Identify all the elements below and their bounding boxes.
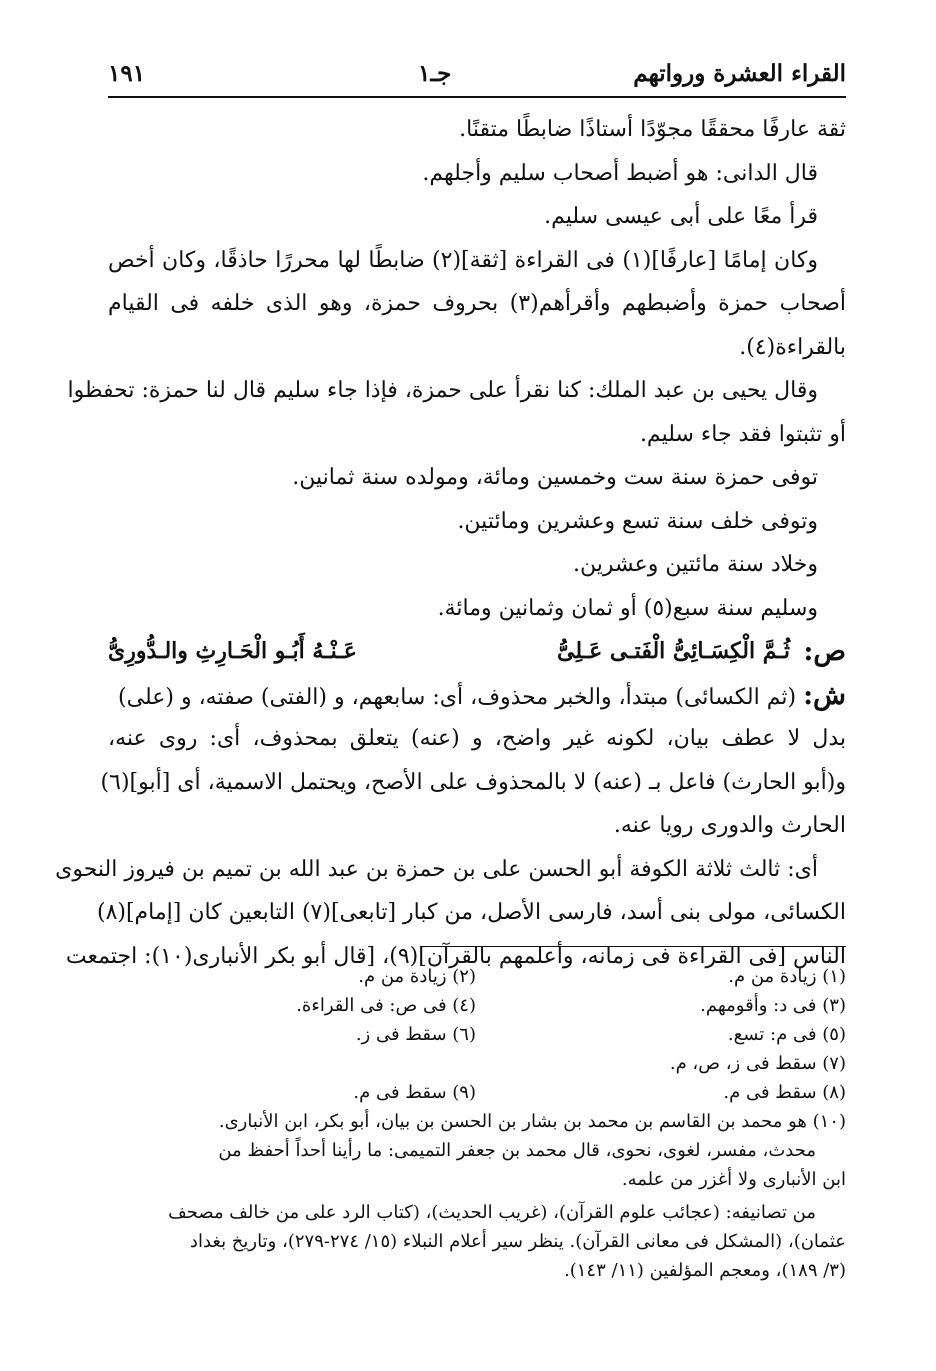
verse-hemistich-1: ثُـمَّ الْكِسَـائِىُّ الْفَتـى عَـلِىُّ xyxy=(557,638,790,664)
commentary-marker: ش: xyxy=(803,679,846,711)
body-line: أو تثبتوا فقد جاء سليم. xyxy=(639,421,846,447)
verse-line xyxy=(108,630,846,674)
footnote: (١) زيادة من م. xyxy=(728,966,846,987)
header-rule xyxy=(108,96,846,98)
body-line: قال الدانى: هو أضبط أصحاب سليم وأجلهم. xyxy=(422,160,818,186)
main-text xyxy=(55,108,846,978)
footnote-row xyxy=(106,1078,846,1107)
commentary-line: بدل لا عطف بيان، لكونه غير واضح، و (عنه) يتعلق بمحذوف، أى: روى عنه، xyxy=(108,726,846,751)
footnote-row xyxy=(106,962,846,991)
header-volume: جـ١ xyxy=(418,60,452,87)
footnote: (٥) فى م: تسع. xyxy=(727,1024,846,1045)
body-line: توفى حمزة سنة ست وخمسين ومائة، ومولده سنة ثمانين. xyxy=(292,465,818,490)
footnote-10-line: (١٠) هو محمد بن القاسم بن محمد بن بشار بن الحسن بن بيان، أبو بكر، ابن الأنبارى. xyxy=(218,1111,846,1132)
body-line: أصحاب حمزة وأضبطهم وأقرأهم(٣) بحروف حمزة، وهو الذى خلفه فى القيام xyxy=(108,291,846,316)
body-line: وكان إمامًا [عارفًا](١) فى القراءة [ثقة](٢) ضابطًا لها محررًا حاذقًا، وكان أخص xyxy=(108,247,818,273)
footnote: (٩) سقط فى م. xyxy=(353,1082,476,1103)
footnote-10-line: (٣/ ١٨٩)، ومعجم المؤلفين (١١/ ١٤٣). xyxy=(564,1260,846,1281)
footnote-10-line: محدث، مفسر، لغوى، نحوى، قال محمد بن جعفر التميمى: ما رأينا أحداً أحفظ من xyxy=(218,1140,816,1161)
header-title: القراء العشرة ورواتهم xyxy=(633,60,846,87)
footnote: (٦) سقط فى ز. xyxy=(355,1024,476,1045)
body-line: بالقراءة(٤). xyxy=(739,334,846,360)
footnote-row xyxy=(106,1049,846,1078)
footnote: (٣) فى د: وأقومهم. xyxy=(700,995,846,1016)
body-line: وخلاد سنة مائتين وعشرين. xyxy=(572,552,818,577)
footnote-10-line: ابن الأنبارى ولا أغزر من علمه. xyxy=(621,1169,846,1190)
body-line: وسليم سنة سبع(٥) أو ثمان وثمانين ومائة. xyxy=(437,595,818,621)
footnote-row xyxy=(106,1020,846,1049)
body-line: وتوفى خلف سنة تسع وعشرين ومائتين. xyxy=(457,508,818,534)
footnote-row xyxy=(106,991,846,1020)
footnote: (٧) سقط فى ز، ص، م. xyxy=(669,1053,846,1074)
footnote: (٤) فى ص: فى القراءة. xyxy=(296,995,476,1016)
commentary-line: أى: ثالث ثلاثة الكوفة أبو الحسن على بن حمزة بن عبد الله بن تميم بن فيروز النحوى xyxy=(55,856,818,882)
verse-marker: ص: xyxy=(803,636,846,667)
footnote-rule xyxy=(420,946,846,947)
commentary-text: (ثم الكسائى) مبتدأ، والخبر محذوف، أى: سابعهم، و (الفتى) صفته، و (على) xyxy=(118,684,797,710)
footnote-10-line: عثمان)، (المشكل فى معانى القرآن). ينظر سير أعلام النبلاء (١٥/ ٢٧٤-٢٧٩)، وتاريخ بغداد xyxy=(189,1231,846,1252)
body-line: وقال يحيى بن عبد الملك: كنا نقرأ على حمزة، فإذا جاء سليم قال لنا حمزة: تحفظوا xyxy=(67,378,818,403)
footnote-10-line: من تصانيفه: (عجائب علوم القرآن)، (غريب الحديث)، (كتاب الرد على من خالف مصحف xyxy=(168,1202,816,1223)
footnote: (٢) زيادة من م. xyxy=(358,966,476,987)
body-line: قرأ معًا على أبى عيسى سليم. xyxy=(544,204,818,229)
commentary-line: و(أبو الحارث) فاعل بـ (عنه) لا بالمحذوف على الأصح، ويحتمل الاسمية، أى [أبو](٦) xyxy=(100,769,846,795)
commentary-line: الكسائى، مولى بنى أسد، فارسى الأصل، من كبار [تابعى](٧) التابعين كان [إمام](٨) xyxy=(96,900,846,925)
commentary-line: الناس [فى القراءة فى زمانه، وأعلمهم بالقرآن](٩)، [قال أبو بكر الأنبارى(١٠): اجتمعت xyxy=(65,943,846,969)
verse-hemistich-2: عَـنْـهُ أَبُـو الْحَـارِثِ والـدُّورِىُّ xyxy=(108,638,357,664)
commentary-line: الحارث والدورى رويا عنه. xyxy=(613,813,846,838)
body-line: ثقة عارفًا محققًا مجوّدًا أستاذًا ضابطًا متقنًا. xyxy=(459,117,846,142)
footnote: (٨) سقط فى م. xyxy=(723,1082,846,1103)
footnotes xyxy=(106,962,846,1285)
commentary-line xyxy=(108,674,846,718)
page-number: ١٩١ xyxy=(108,60,146,87)
running-header xyxy=(108,52,846,98)
